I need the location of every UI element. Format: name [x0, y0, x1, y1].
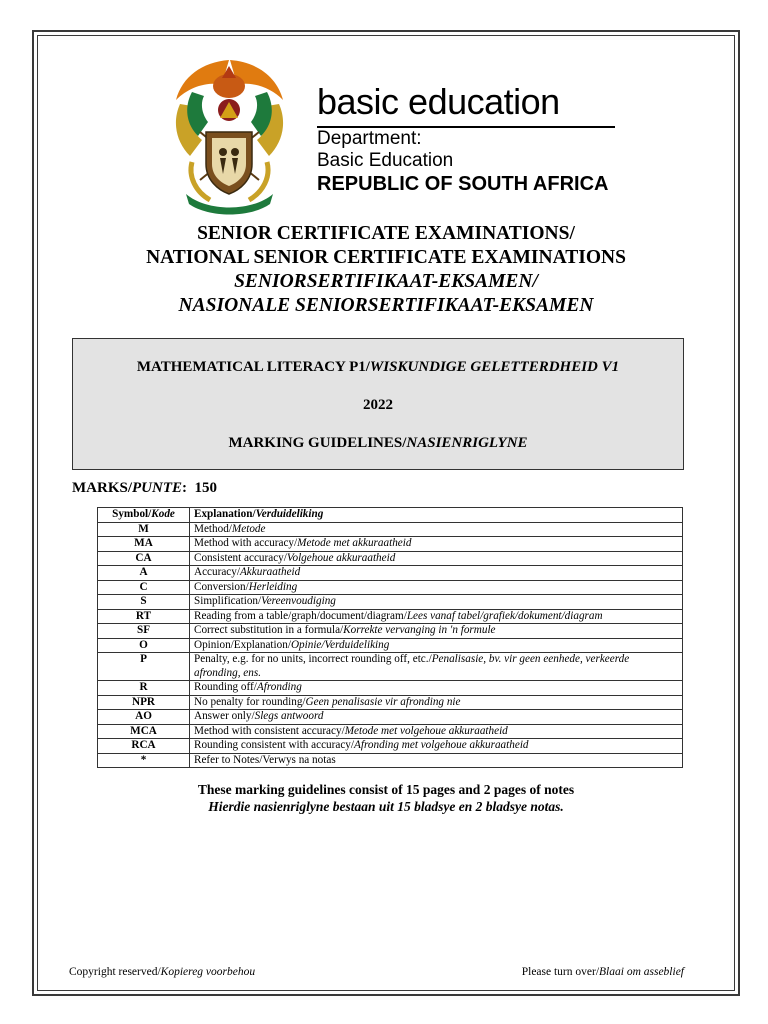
subject-box — [72, 338, 684, 470]
explanation-en: Refer to Notes/Verwys na notas — [194, 753, 336, 766]
explanation-af: Metode — [231, 522, 266, 535]
symbol-cell: RT — [98, 609, 190, 624]
exam-titles — [37, 222, 735, 318]
guidelines-title-en: MARKING GUIDELINES/ — [228, 435, 407, 451]
explanation-cell — [190, 710, 683, 725]
explanation-af: Lees vanaf tabel/grafiek/dokument/diagram — [406, 609, 603, 622]
symbol-legend-table — [97, 507, 683, 768]
symbol-cell: RCA — [98, 739, 190, 754]
explanation-en: Opinion/Explanation/ — [194, 638, 291, 651]
table-row — [98, 624, 683, 639]
table-row — [98, 551, 683, 566]
explanation-cell — [190, 566, 683, 581]
country-name: REPUBLIC OF SOUTH AFRICA — [317, 173, 609, 195]
symbol-cell: MCA — [98, 724, 190, 739]
symbol-cell: MA — [98, 537, 190, 552]
title-line-2: NATIONAL SENIOR CERTIFICATE EXAMINATIONS — [146, 247, 626, 268]
explanation-af: Metode met akkuraatheid — [297, 537, 412, 549]
table-row — [98, 695, 683, 710]
symbol-cell: C — [98, 580, 190, 595]
explanation-cell — [190, 551, 683, 566]
footer-copyright-af: Kopiereg voorbehou — [160, 966, 256, 978]
subject-title-af: WISKUNDIGE GELETTERDHEID V1 — [369, 359, 620, 375]
explanation-cell — [190, 724, 683, 739]
table-row — [98, 753, 683, 768]
explanation-af: Afronding met volgehoue akkuraatheid — [354, 739, 529, 751]
explanation-af: Herleiding — [248, 580, 298, 593]
table-row — [98, 566, 683, 581]
legend-body — [98, 522, 683, 768]
coat-of-arms-icon — [162, 52, 297, 217]
table-row — [98, 653, 683, 681]
explanation-af: Opinie/Verduideliking — [290, 638, 390, 651]
department-name: Basic Education — [317, 150, 454, 171]
table-row — [98, 537, 683, 552]
note-en: These marking guidelines consist of 15 pages and 2 pages of notes — [197, 782, 575, 797]
explanation-en: Method/ — [194, 522, 232, 535]
symbol-cell: NPR — [98, 695, 190, 710]
guidelines-title — [73, 435, 683, 452]
subject-title-en: MATHEMATICAL LITERACY P1/ — [136, 359, 370, 375]
explanation-en: Rounding consistent with accuracy/ — [194, 739, 355, 751]
explanation-cell — [190, 695, 683, 710]
explanation-en: Correct substitution in a formula/ — [194, 624, 344, 636]
symbol-cell: AO — [98, 710, 190, 725]
marks-value: 150 — [194, 480, 217, 496]
explanation-cell — [190, 537, 683, 552]
footer-turn-over — [522, 966, 684, 978]
explanation-af: Afronding — [256, 681, 302, 693]
explanation-en: Consistent accuracy/ — [194, 551, 287, 564]
header-explanation — [190, 508, 683, 523]
explanation-af: Korrekte vervanging in 'n formule — [343, 624, 496, 636]
explanation-af: Akkuraatheid — [239, 566, 301, 578]
table-row — [98, 724, 683, 739]
symbol-cell: S — [98, 595, 190, 610]
explanation-cell — [190, 653, 683, 681]
table-row — [98, 522, 683, 537]
exam-year: 2022 — [363, 397, 393, 413]
title-line-1: SENIOR CERTIFICATE EXAMINATIONS/ — [197, 223, 575, 244]
table-row — [98, 595, 683, 610]
explanation-en: Conversion/ — [194, 580, 249, 593]
marks-label-en: MARKS/ — [72, 480, 132, 496]
brand-text — [317, 82, 615, 196]
explanation-cell — [190, 595, 683, 610]
brand-title: basic education — [317, 81, 560, 122]
explanation-af: Vereenvoudiging — [261, 595, 336, 607]
explanation-cell — [190, 753, 683, 768]
explanation-af: Penalisasie, bv. vir geen eenhede, verkeerde afronding, ens. — [194, 653, 630, 679]
note-af: Hierdie nasienriglyne bestaan uit 15 bladsye en 2 bladsye notas. — [208, 799, 564, 814]
explanation-af: Metode met volgehoue akkuraatheid — [344, 724, 508, 737]
table-row — [98, 609, 683, 624]
subject-title — [73, 359, 683, 376]
symbol-cell: CA — [98, 551, 190, 566]
department-label: Department: — [317, 128, 422, 149]
explanation-en: Method with accuracy/ — [194, 537, 298, 549]
symbol-cell: M — [98, 522, 190, 537]
header-symbol-en: Symbol/ — [112, 508, 152, 520]
explanation-cell — [190, 522, 683, 537]
explanation-cell — [190, 609, 683, 624]
symbol-cell: * — [98, 753, 190, 768]
symbol-cell: O — [98, 638, 190, 653]
guidelines-title-af: NASIENRIGLYNE — [406, 435, 528, 451]
explanation-cell — [190, 624, 683, 639]
header-symbol-af: Kode — [151, 508, 175, 520]
header-explanation-af: Verduideliking — [255, 508, 324, 520]
explanation-en: Rounding off/ — [194, 681, 257, 693]
explanation-en: Penalty, e.g. for no units, incorrect rounding off, etc./ — [194, 653, 432, 665]
explanation-en: Accuracy/ — [194, 566, 240, 578]
explanation-cell — [190, 681, 683, 696]
explanation-af: Volgehoue akkuraatheid — [286, 551, 396, 564]
footer-turn-over-af: Blaai om asseblief — [599, 966, 684, 978]
table-row — [98, 638, 683, 653]
dbe-logo — [162, 52, 632, 222]
marks-label-af: PUNTE — [132, 480, 182, 496]
explanation-cell — [190, 739, 683, 754]
symbol-cell: SF — [98, 624, 190, 639]
table-row — [98, 739, 683, 754]
explanation-af: Slegs antwoord — [254, 710, 324, 722]
header-symbol — [98, 508, 190, 523]
table-row — [98, 681, 683, 696]
explanation-en: No penalty for rounding/ — [194, 695, 306, 708]
explanation-cell — [190, 638, 683, 653]
table-row — [98, 580, 683, 595]
explanation-en: Simplification/ — [194, 595, 262, 607]
page-count-note — [37, 781, 735, 815]
symbol-cell: A — [98, 566, 190, 581]
explanation-en: Method with consistent accuracy/ — [194, 724, 345, 737]
explanation-en: Reading from a table/graph/document/diagram/ — [194, 609, 407, 622]
table-row — [98, 710, 683, 725]
footer-copyright — [69, 966, 255, 978]
explanation-en: Answer only/ — [194, 710, 255, 722]
explanation-cell — [190, 580, 683, 595]
symbol-cell: P — [98, 653, 190, 681]
title-line-4: NASIONALE SENIORSERTIFIKAAT-EKSAMEN — [178, 295, 594, 316]
table-header-row — [98, 508, 683, 523]
symbol-cell: R — [98, 681, 190, 696]
total-marks: MARKS/PUNTE: 150 — [72, 480, 217, 496]
footer-turn-over-en: Please turn over/ — [521, 966, 600, 978]
explanation-af: Geen penalisasie vir afronding nie — [305, 695, 461, 708]
footer-copyright-en: Copyright reserved/ — [69, 966, 161, 978]
title-line-3: SENIORSERTIFIKAAT-EKSAMEN/ — [234, 271, 538, 292]
header-explanation-en: Explanation/ — [194, 508, 256, 520]
